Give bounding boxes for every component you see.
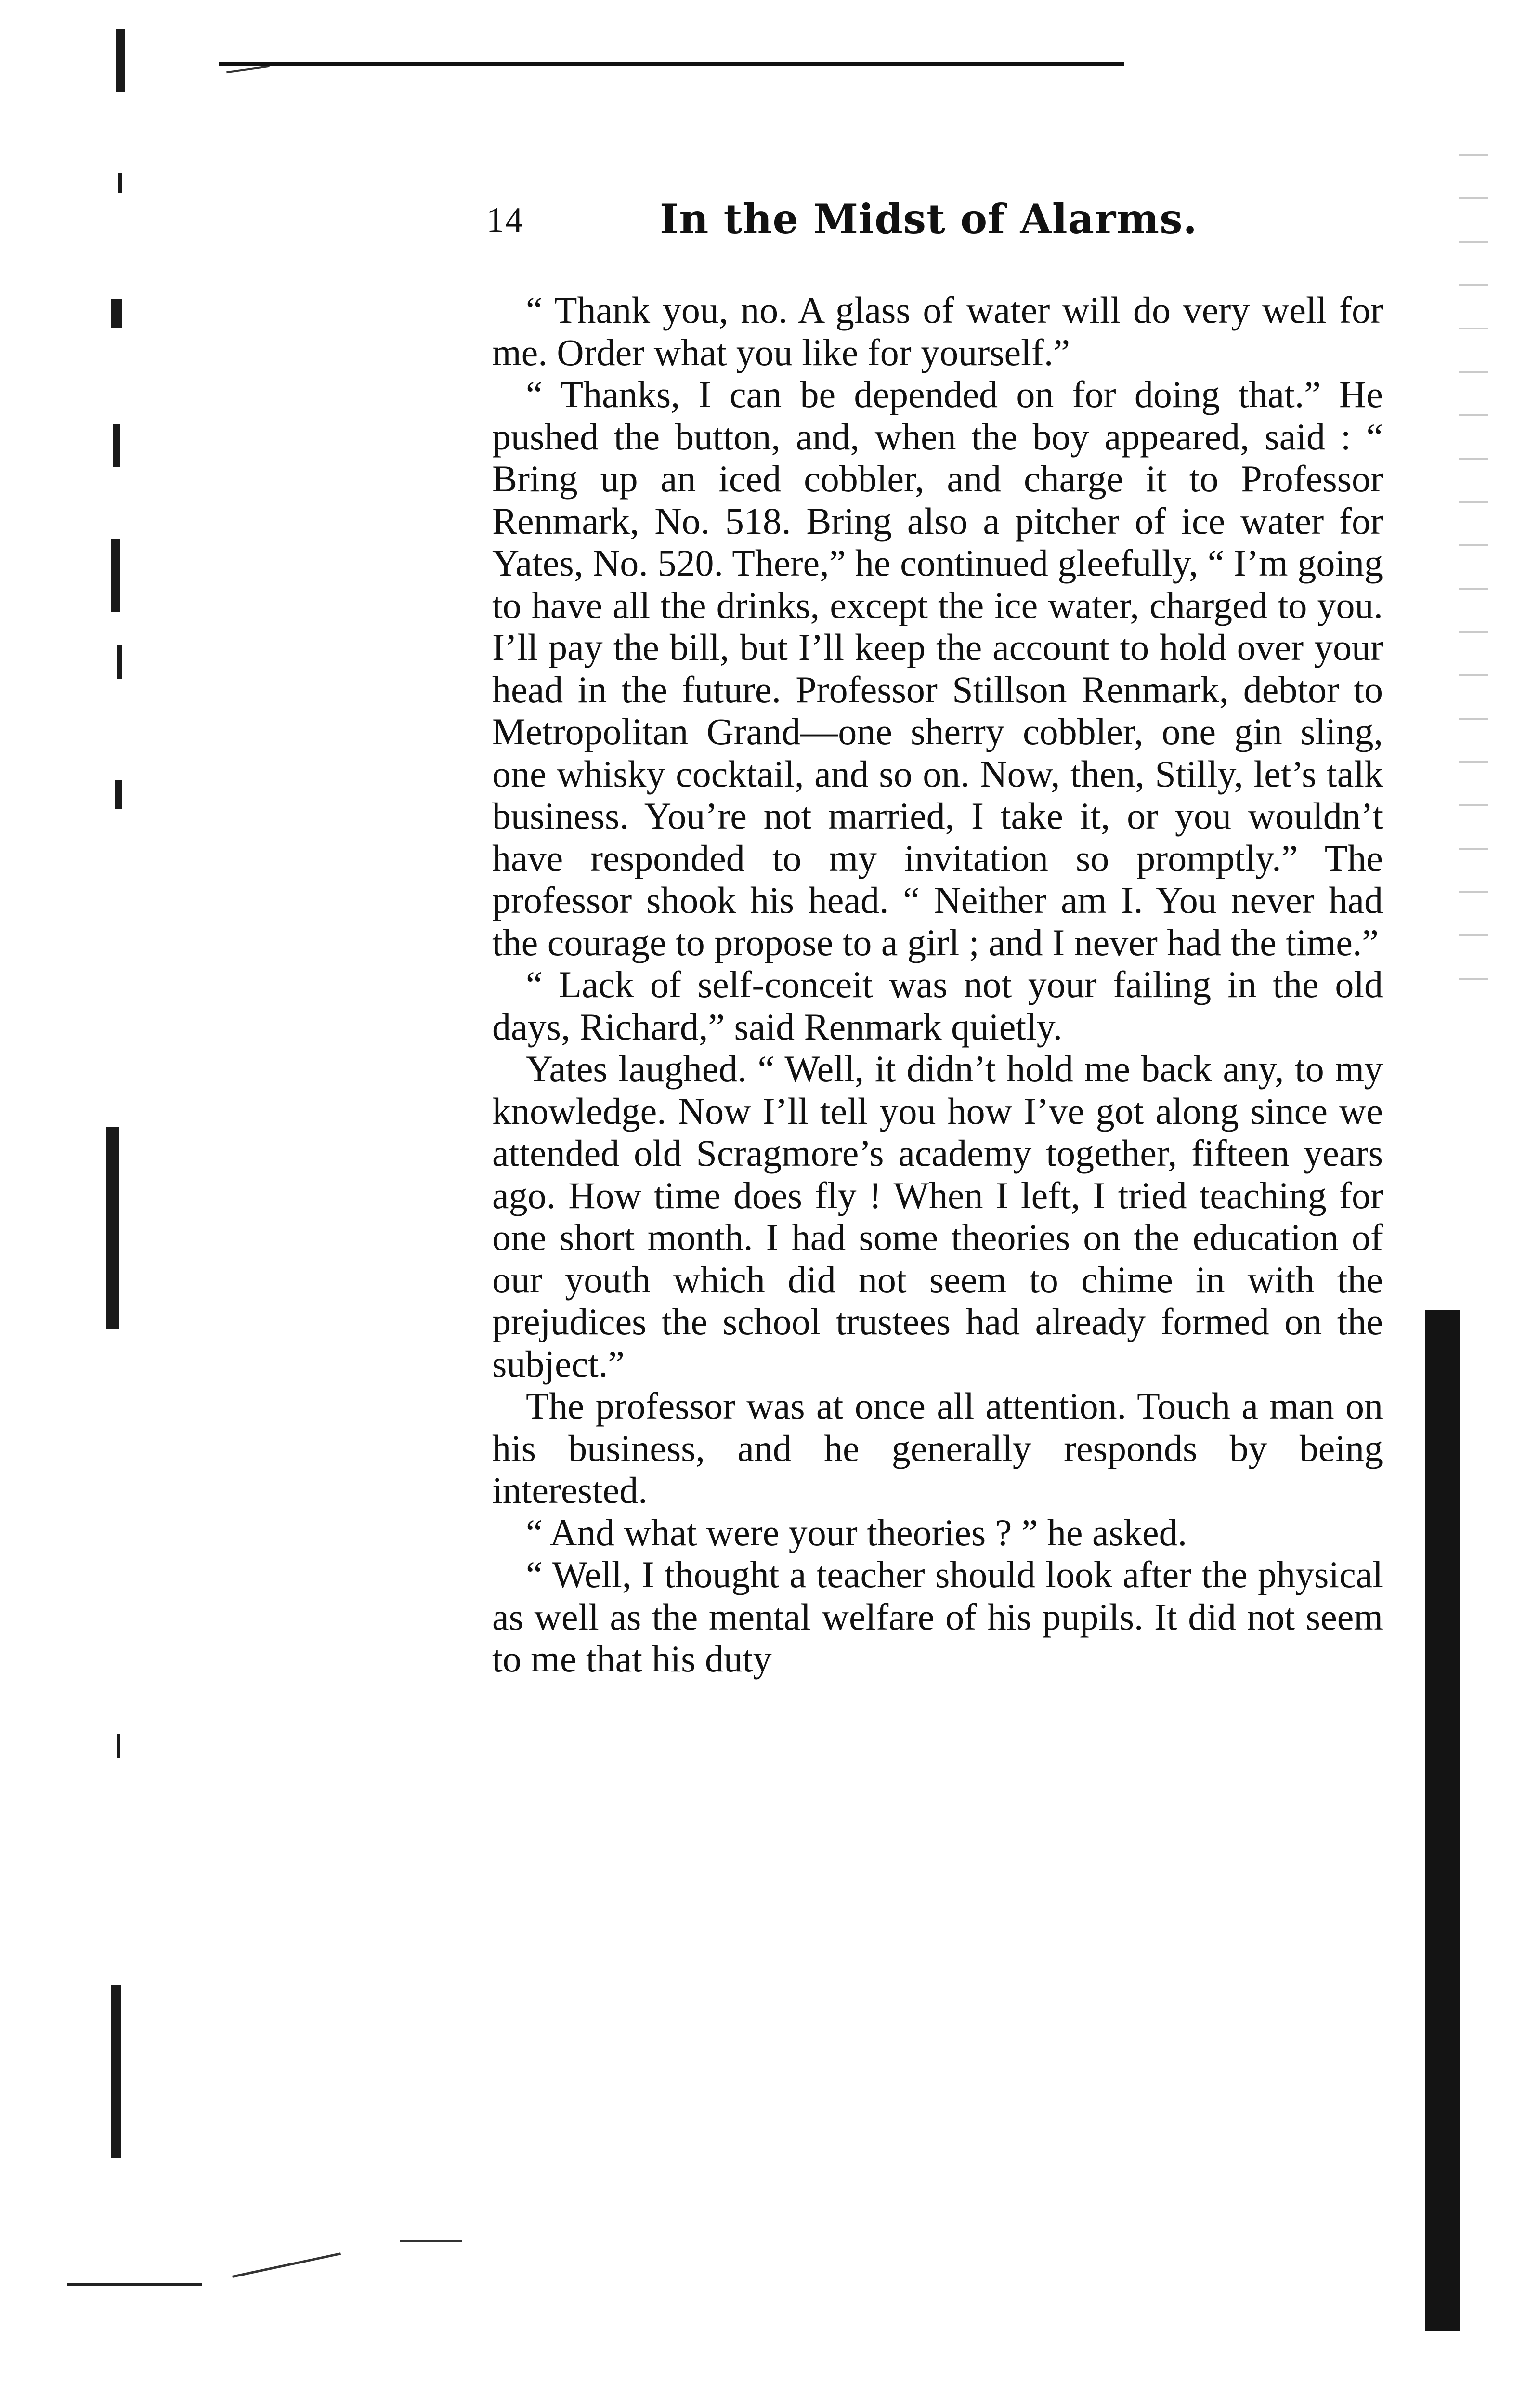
right-edge-scan-specks — [1459, 135, 1488, 1002]
paragraph: “ Thanks, I can be depended on for doing that.” He pushed the button, and, when the boy appeared, said : “ Bring up an iced cobbler, and charge it to Professor Renmark, No. 518. Bring also a pitcher of ice water for Yates, No. 520. There,” he continued gleefully, “ I’m going to have all the drinks, except the ice water, charged to you. I’ll pay the bill, but I’ll keep the account to hold over your head in the future. Professor Stillson Renmark, debtor to Metropolitan Grand—one sherry cobbler, one gin sling, one whisky cocktail, and so on. Now, then, Stilly, let’s talk business. You’re not married, I take it, or you wouldn’t have responded to my invitation so promptly.” The professor shook his head. “ Neither am I. You never had the courage to propose to a girl ; and I never had the time.” — [492, 373, 1383, 963]
paragraph: “ Well, I thought a teacher should look after the physical as well as the mental welfare of his pupils. It did not seem to me that his duty — [492, 1553, 1383, 1680]
bottom-scan-squiggle-2 — [400, 2240, 462, 2242]
left-edge-scan-marks — [72, 29, 130, 2293]
top-scan-mark — [226, 66, 270, 73]
page-number: 14 — [486, 200, 524, 240]
paragraph: “ Lack of self-conceit was not your failing in the old days, Richard,” said Renmark quietly. — [492, 963, 1383, 1048]
page-header — [486, 195, 1401, 263]
body-text — [492, 289, 1383, 1680]
paragraph: “ And what were your theories ? ” he asked. — [526, 1511, 1187, 1553]
right-edge-scan-bar — [1425, 1310, 1460, 2331]
paragraph: The professor was at once all attention. Touch a man on his business, and he generally responds by being interested. — [492, 1385, 1383, 1511]
paragraph: Yates laughed. “ Well, it didn’t hold me back any, to my knowledge. Now I’ll tell you how I’ve got along since we attended old Scragmore’s academy together, fifteen years ago. How time does fly ! When I left, I tried teaching for one short month. I had some theories on the education of our youth which did not seem to chime in with the prejudices the school trustees had already formed on the subject.” — [492, 1048, 1383, 1385]
paragraph: “ Thank you, no. A glass of water will do very well for me. Order what you like for yourself.” — [492, 289, 1383, 373]
bottom-scan-mark — [67, 2283, 202, 2286]
running-head: In the Midst of Alarms. — [660, 195, 1198, 243]
bottom-scan-squiggle — [232, 2252, 341, 2278]
top-scan-rule — [219, 62, 1124, 66]
